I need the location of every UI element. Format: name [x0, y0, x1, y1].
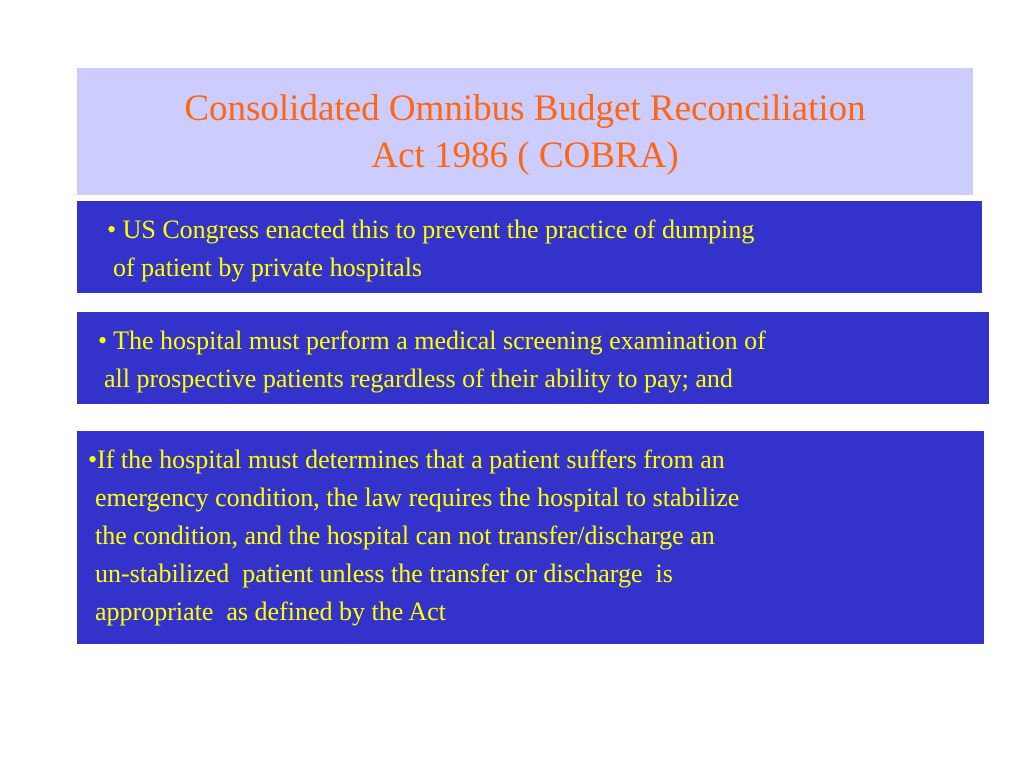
bullet-text-line: un-stabilized patient unless the transfer or discharge is — [95, 559, 673, 588]
bullet-text-line: • The hospital must perform a medical screening examination of — [98, 326, 766, 355]
bullet-box-screening — [77, 312, 989, 404]
slide-title-line-1: Consolidated Omnibus Budget Reconciliation — [184, 87, 866, 129]
bullet-text-line: • US Congress enacted this to prevent the practice of dumping — [107, 215, 755, 244]
slide-title-line-2: Act 1986 ( COBRA) — [371, 134, 679, 176]
bullet-text-line: emergency condition, the law requires the hospital to stabilize — [95, 483, 740, 512]
bullet-text-line: •If the hospital must determines that a patient suffers from an — [88, 445, 725, 474]
bullet-text-line: all prospective patients regardless of their ability to pay; and — [104, 364, 733, 393]
bullet-text-line: appropriate as defined by the Act — [95, 597, 446, 626]
title-box — [77, 68, 973, 195]
bullet-text-line: the condition, and the hospital can not transfer/discharge an — [95, 521, 715, 550]
bullet-box-congress — [77, 201, 982, 293]
bullet-box-stabilize — [77, 431, 984, 644]
bullet-text-line: of patient by private hospitals — [113, 253, 423, 282]
